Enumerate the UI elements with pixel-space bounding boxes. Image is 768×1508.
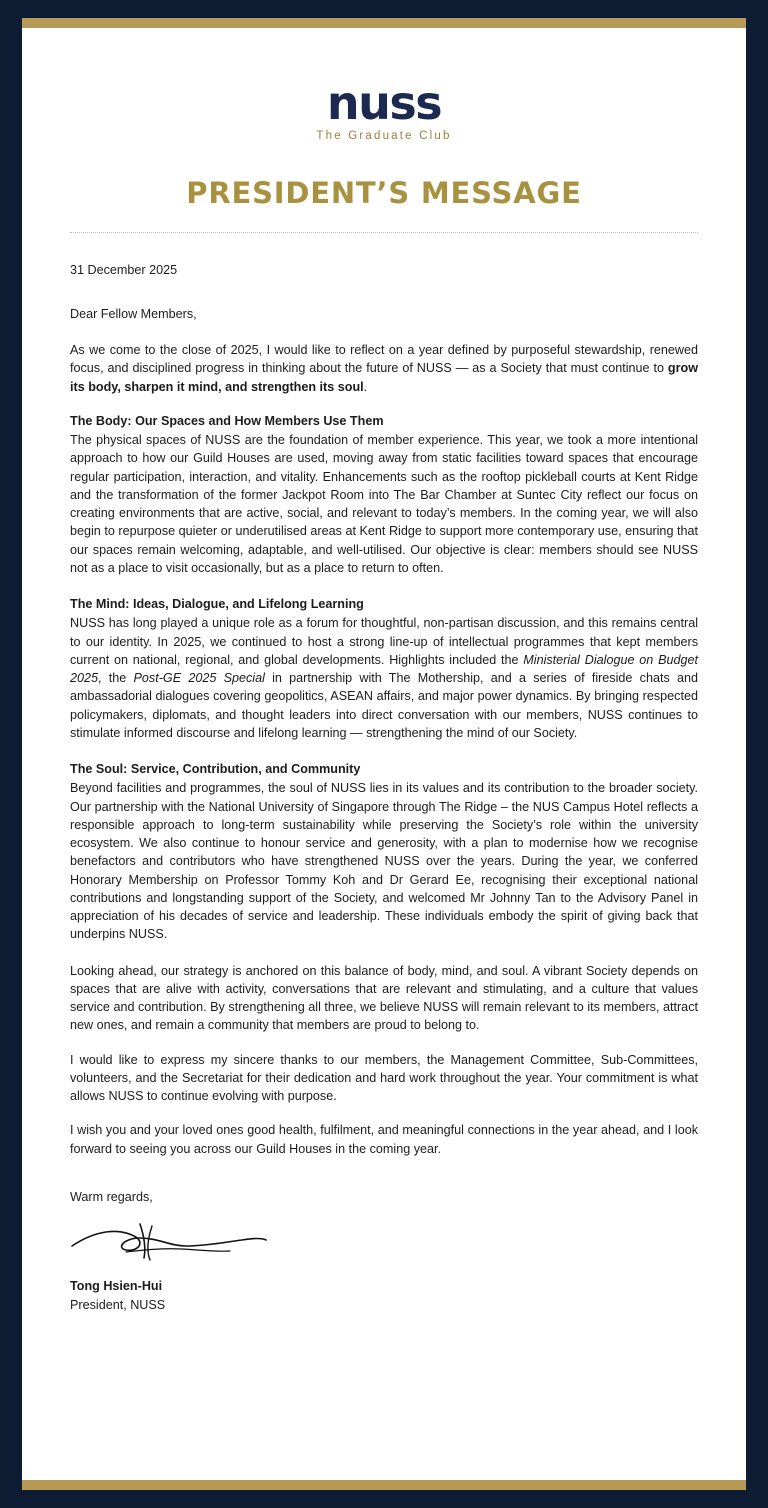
signoff-text: Warm regards, <box>70 1189 153 1204</box>
signature-image <box>66 1216 296 1268</box>
title-divider <box>70 232 698 233</box>
signature-name: Tong Hsien-Hui <box>70 1279 163 1294</box>
closing-paragraph-2: I would like to express my sincere thanks to our members, the Management Committee, Sub-Committees, volunteers, and the Secretariat for their dedication and hard work throughout the year. Your commitment is what allows NUSS to continue evolving with purpose. <box>70 1052 698 1104</box>
nuss-logo <box>70 76 698 142</box>
closing-paragraph-1: Looking ahead, our strategy is anchored on this balance of body, mind, and soul. A vibrant Society depends on spaces that are alive with activity, conversations that are relevant and stimulating, and a culture that values service and contribution. By strengthening all three, we believe NUSS will remain relevant to its members, attract new ones, and remain a community that members are proud to belong to. <box>70 963 698 1033</box>
letter-body <box>70 261 698 1314</box>
signature-role: President, NUSS <box>70 1297 166 1312</box>
intro-emphasis: grow its body, sharpen it mind, and strengthen its soul <box>70 361 698 394</box>
section-body <box>70 412 698 577</box>
intro-text-1: As we come to the close of 2025, I would like to reflect on a year defined by purposeful stewardship, renewed focus, and disciplined progress in thinking about the future of NUSS — as a Society that must continue to <box>70 343 698 376</box>
nuss-wordmark: nuss <box>326 76 442 130</box>
section-heading: The Body: Our Spaces and How Members Use Them <box>70 413 384 428</box>
page-title: PRESIDENT’S MESSAGE <box>186 175 582 210</box>
section-paragraph <box>70 614 698 742</box>
section-paragraph: Beyond facilities and programmes, the soul of NUSS lies in its values and its contribution to the broader society. Our partnership with the National University of Singapore through The Ridge – the NUS Campus Hotel reflects a responsible approach to long-term sustainability while preserving the Society’s role within the university ecosystem. We also continue to honour service and generosity, with a plan to modernise how we recognise benefactors and contributors who have strengthened NUSS over the years. During the year, we conferred Honorary Membership on Professor Tommy Koh and Dr Gerard Ee, recognising their exceptional national contributions and longstanding support of the Society, and welcomed Mr Johnny Tan to the Advisory Panel in appreciation of his decades of service and leadership. These individuals embody the spirit of giving back that underpins NUSS. <box>70 781 698 942</box>
letter-date: 31 December 2025 <box>70 262 178 277</box>
mind-italic-1: Ministerial Dialogue on Budget 2025 <box>70 652 698 686</box>
mind-text-1: NUSS has long played a unique role as a forum for thoughtful, non-partisan discussion, and this remains central to our identity. In 2025, we continued to host a strong line-up of intellectual programmes that kept members current on national, regional, and global developments. Highlights included the <box>70 616 698 667</box>
mind-text-2: , the <box>98 671 134 686</box>
section-heading: The Soul: Service, Contribution, and Community <box>70 762 361 777</box>
intro-paragraph <box>70 341 698 396</box>
intro-text-2: . <box>363 379 368 394</box>
mind-italic-2: Post-GE 2025 Special <box>133 671 265 686</box>
mind-text-3: in partnership with The Mothership, and a series of fireside chats and ambassadorial dialogues covering geopolitics, ASEAN affairs, and major power dynamics. By bringing respected policymakers, diplomats, and thought leaders into direct conversation with our members, NUSS continues to stimulate informed discourse and lifelong learning — strengthening the mind of our Society. <box>70 671 698 740</box>
section-paragraph: The physical spaces of NUSS are the foundation of member experience. This year, we took a more intentional approach to how our Guild Houses are used, moving away from static facilities toward spaces that encourage regular participation, interaction, and vitality. Enhancements such as the rooftop pickleball courts at Kent Ridge and the transformation of the former Jackpot Room into The Bar Chamber at Suntec City reflect our focus on creating environments that are active, social, and relevant to today’s members. In the coming year, we will also begin to repurpose quieter or underutilised areas at Kent Ridge to support more contemporary use, ensuring that our spaces remain welcoming, adaptable, and well-utilised. Our objective is clear: members should see NUSS not as a place to visit occasionally, but as a place to return to often. <box>70 433 698 575</box>
letter-salutation: Dear Fellow Members, <box>70 306 197 321</box>
section-soul <box>70 760 698 944</box>
letter-sheet <box>22 18 746 1490</box>
letter-signoff <box>70 1188 698 1314</box>
section-heading: The Mind: Ideas, Dialogue, and Lifelong Learning <box>70 597 364 612</box>
section-mind <box>70 595 698 742</box>
nuss-tagline: The Graduate Club <box>316 129 452 142</box>
closing-paragraph-3: I wish you and your loved ones good health, fulfilment, and meaningful connections in the year ahead, and I look forward to seeing you across our Guild Houses in the coming year. <box>70 1123 698 1156</box>
